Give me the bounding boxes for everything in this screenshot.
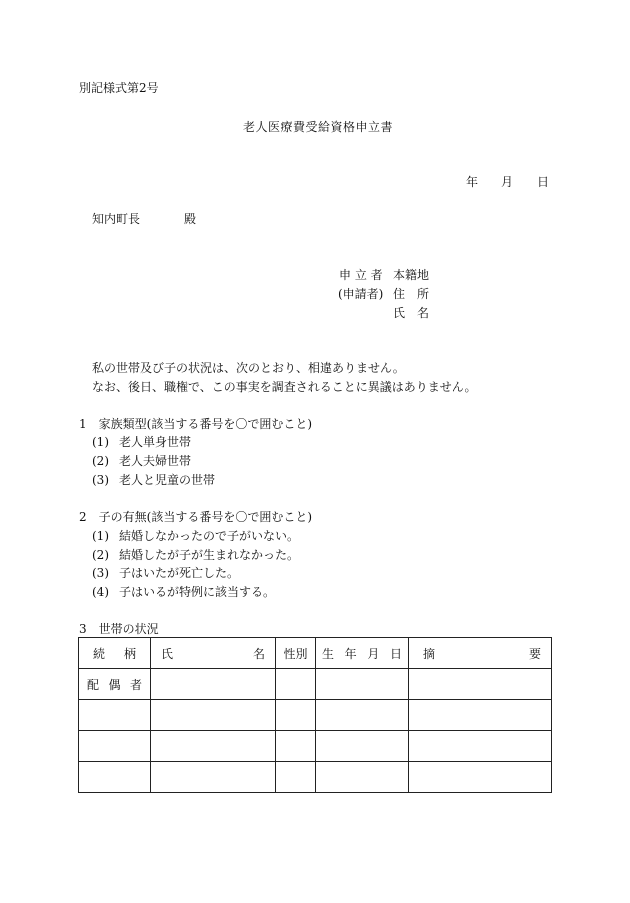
name-cell[interactable] [151, 731, 276, 762]
item-number: (1) [92, 435, 109, 449]
relation-cell[interactable] [79, 762, 151, 793]
applicant-label: 申 立 者 [339, 268, 383, 282]
header-char: 日 [389, 646, 402, 661]
header-char: 柄 [123, 646, 136, 661]
item-text: 老人夫婦世帯 [119, 454, 192, 468]
sex-cell[interactable] [276, 731, 316, 762]
section-1-heading [79, 417, 312, 431]
item-text: 子はいたが死亡した。 [119, 566, 240, 580]
item-number: (2) [92, 454, 109, 468]
name-cell[interactable] [151, 669, 276, 700]
honseki-label: 本籍地 [393, 268, 430, 282]
header-char: 生 [322, 646, 335, 661]
section-number: 3 [79, 622, 87, 636]
sex-cell[interactable] [276, 762, 316, 793]
addressee-name: 知内町長 [92, 212, 141, 226]
list-item [92, 548, 299, 562]
header-relation [79, 638, 151, 669]
header-sex: 性別 [276, 638, 316, 669]
dob-cell[interactable] [316, 762, 409, 793]
item-text: 子はいるが特例に該当する。 [119, 585, 276, 599]
item-text: 老人単身世帯 [119, 435, 192, 449]
name-label: 氏 名 [393, 306, 430, 320]
relation-cell[interactable] [79, 700, 151, 731]
household-table [78, 637, 552, 793]
sex-cell[interactable] [276, 700, 316, 731]
list-item [92, 435, 191, 449]
name-cell[interactable] [151, 700, 276, 731]
section-heading-text: 家族類型(該当する番号を〇で囲むこと) [98, 417, 313, 431]
header-char: 年 [344, 646, 357, 661]
addressee-suffix: 殿 [184, 212, 197, 226]
date-month-label: 月 [501, 175, 514, 189]
header-dob [316, 638, 409, 669]
statement-line-2: なお、後日、職権で、この事実を調査されることに異議はありません。 [92, 380, 477, 394]
header-name [151, 638, 276, 669]
section-3-heading [79, 622, 159, 636]
list-item [92, 585, 275, 599]
header-char: 要 [528, 646, 541, 661]
item-number: (3) [92, 473, 109, 487]
header-remarks [409, 638, 552, 669]
item-text: 結婚しなかったので子がいない。 [119, 529, 300, 543]
item-number: (1) [92, 529, 109, 543]
applicant-label-paren: (申請者) [338, 287, 384, 301]
form-number: 別記様式第2号 [79, 81, 159, 95]
list-item [92, 529, 299, 543]
item-number: (2) [92, 548, 109, 562]
date-day-label: 日 [537, 175, 550, 189]
item-text: 老人と児童の世帯 [119, 473, 216, 487]
header-char: 摘 [423, 646, 436, 661]
sex-cell[interactable] [276, 669, 316, 700]
table-row [79, 731, 552, 762]
header-char: 月 [367, 646, 380, 661]
list-item [92, 454, 191, 468]
dob-cell[interactable] [316, 669, 409, 700]
header-char: 氏 [161, 646, 174, 661]
cell-char: 者 [129, 677, 142, 692]
table-row [79, 762, 552, 793]
section-heading-text: 世帯の状況 [98, 622, 159, 636]
header-char: 続 [93, 646, 106, 661]
table-row [79, 669, 552, 700]
statement-line-1: 私の世帯及び子の状況は、次のとおり、相違ありません。 [92, 361, 405, 375]
remarks-cell[interactable] [409, 669, 552, 700]
table-row [79, 700, 552, 731]
relation-cell [79, 669, 151, 700]
date-year-label: 年 [466, 175, 479, 189]
list-item [92, 566, 239, 580]
relation-cell[interactable] [79, 731, 151, 762]
dob-cell[interactable] [316, 731, 409, 762]
name-cell[interactable] [151, 762, 276, 793]
document-title: 老人医療費受給資格申立書 [243, 120, 394, 134]
section-heading-text: 子の有無(該当する番号を〇で囲むこと) [98, 510, 313, 524]
remarks-cell[interactable] [409, 731, 552, 762]
cell-char: 配 [87, 677, 100, 692]
remarks-cell[interactable] [409, 700, 552, 731]
section-number: 2 [79, 510, 87, 524]
section-2-heading [79, 510, 312, 524]
item-number: (4) [92, 585, 109, 599]
list-item [92, 473, 215, 487]
header-char: 名 [252, 646, 265, 661]
section-number: 1 [79, 417, 87, 431]
address-label: 住 所 [393, 287, 430, 301]
cell-char: 偶 [108, 677, 121, 692]
dob-cell[interactable] [316, 700, 409, 731]
table-header-row [79, 638, 552, 669]
remarks-cell[interactable] [409, 762, 552, 793]
item-number: (3) [92, 566, 109, 580]
item-text: 結婚したが子が生まれなかった。 [119, 548, 300, 562]
